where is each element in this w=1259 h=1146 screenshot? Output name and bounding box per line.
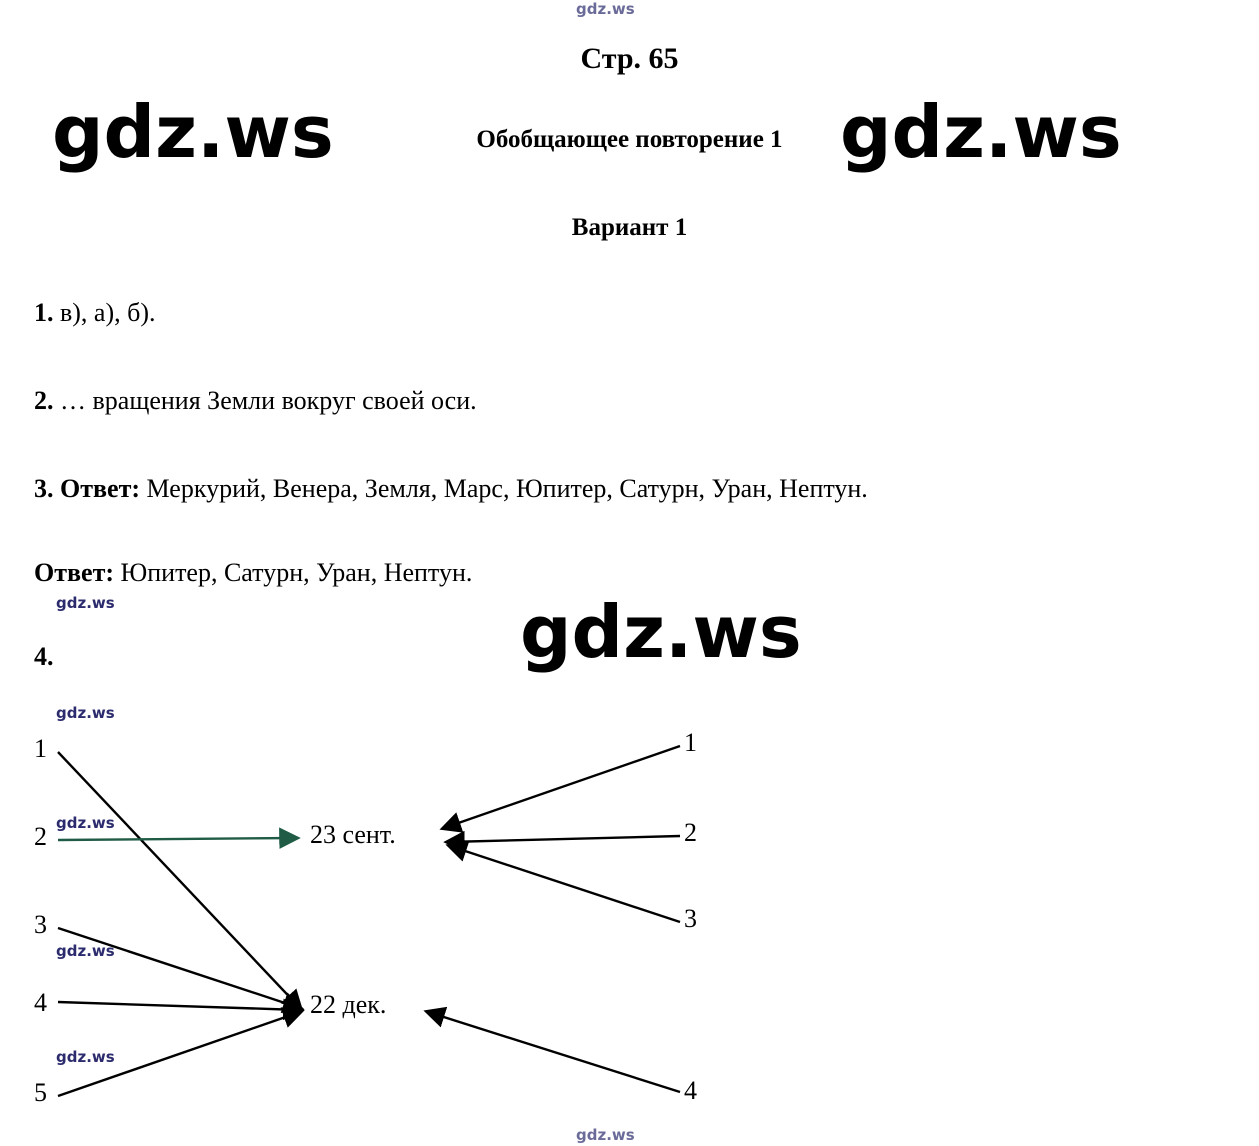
diagram-right-4[interactable]: 4 — [684, 1076, 697, 1105]
diagram-center-node-1[interactable]: 23 сент. — [310, 820, 396, 849]
watermark-small-4: gdz.ws — [56, 942, 115, 960]
page-title: Обобщающее повторение 1 — [476, 126, 783, 153]
diagram-right-3[interactable]: 3 — [684, 904, 697, 933]
answer-number-2: 2. — [34, 386, 54, 415]
watermark-bottom: gdz.ws — [576, 1126, 635, 1144]
watermark-small-2: gdz.ws — [56, 704, 115, 722]
variant-label: Вариант 1 — [571, 214, 688, 241]
watermark-small-3: gdz.ws — [56, 814, 115, 832]
answer-text-2: … вращения Земли вокруг своей оси. — [60, 386, 477, 415]
diagram-left-5[interactable]: 5 — [34, 1078, 47, 1107]
watermark-right: gdz.ws — [840, 90, 1122, 174]
watermark-top: gdz.ws — [576, 0, 635, 18]
watermark-center: gdz.ws — [520, 590, 802, 674]
diagram-arrows — [0, 700, 1259, 1146]
diagram-right-1[interactable]: 1 — [684, 728, 697, 757]
diagram-center-node-2[interactable]: 22 дек. — [310, 990, 387, 1019]
answer-label-3: Ответ: — [60, 474, 141, 503]
diagram-right-2[interactable]: 2 — [684, 818, 697, 847]
matching-diagram — [0, 700, 1259, 1146]
answer-text-3: Меркурий, Венера, Земля, Марс, Юпитер, Сатурн, Уран, Нептун. — [146, 474, 868, 503]
diagram-left-1[interactable]: 1 — [34, 734, 47, 763]
diagram-left-3[interactable]: 3 — [34, 910, 47, 939]
watermark-left: gdz.ws — [52, 90, 334, 174]
answer-item-1 — [34, 298, 156, 328]
answer-item-2 — [34, 386, 477, 416]
answer-number-4: 4. — [34, 642, 54, 671]
answer-item-3b — [34, 558, 472, 588]
answer-text-1: в), а), б). — [60, 298, 156, 327]
answer-item-3 — [34, 474, 868, 504]
answer-text-3b: Юпитер, Сатурн, Уран, Нептун. — [120, 558, 473, 587]
answer-number-3: 3. — [34, 474, 54, 503]
page-number: Стр. 65 — [580, 42, 679, 75]
diagram-left-2[interactable]: 2 — [34, 822, 47, 851]
watermark-small-1: gdz.ws — [56, 594, 115, 612]
answer-number-1: 1. — [34, 298, 54, 327]
diagram-left-4[interactable]: 4 — [34, 988, 47, 1017]
answer-item-4 — [34, 642, 54, 672]
watermark-small-5: gdz.ws — [56, 1048, 115, 1066]
answer-label-3b: Ответ: — [34, 558, 115, 587]
